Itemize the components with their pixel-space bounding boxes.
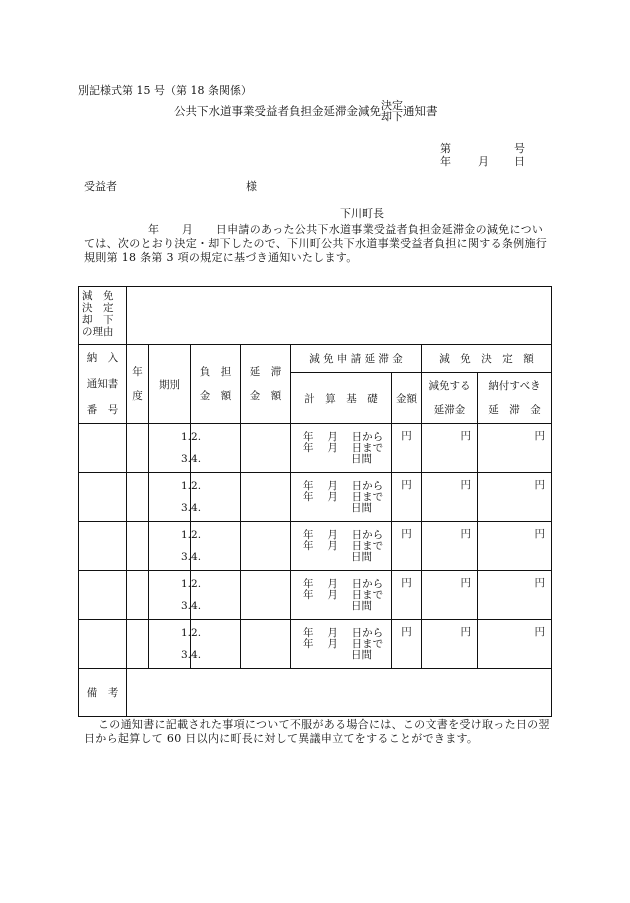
amount-cell[interactable]: 円 [392, 522, 422, 571]
col-notice-line-2: 通知書 [86, 378, 119, 390]
period-line-2: 3.4. [181, 600, 202, 612]
appeal-notice-text: この通知書に記載された事項について不服がある場合には、この文書を受け取った日の翌日から起算して 60 日以内に町長に対して異議申立てをすることができます。 [84, 718, 550, 745]
exempt-amount-cell[interactable]: 円 [422, 522, 478, 571]
col-payable-line-2: 延 滞 金 [488, 404, 541, 417]
group-applied-delay: 減 免 申 請 延 滞 金 [291, 345, 422, 373]
col-amount: 金額 [392, 373, 422, 424]
period-cell[interactable] [149, 571, 202, 620]
table-row [79, 522, 552, 571]
calc-line-2: 年 月 日まで [303, 588, 384, 601]
col-charge-amount [191, 345, 241, 424]
period-line-1: 1.2. [181, 627, 202, 639]
period-line-1: 1.2. [181, 529, 202, 541]
exempt-amount-cell[interactable]: 円 [422, 571, 478, 620]
calc-line-2: 年 月 日まで [303, 490, 384, 503]
title-decision-stack [381, 100, 403, 122]
col-delay-amount [241, 345, 291, 424]
reason-row [79, 287, 552, 345]
period-line-2: 3.4. [181, 502, 202, 514]
col-delay-line-2: 金 額 [249, 390, 282, 402]
amount-cell[interactable]: 円 [392, 473, 422, 522]
header-row-1 [79, 345, 552, 373]
remarks-field[interactable] [127, 669, 552, 717]
calc-line-2: 年 月 日まで [303, 637, 384, 650]
period-line-1: 1.2. [181, 431, 202, 443]
period-line-2: 3.4. [181, 649, 202, 661]
calc-line-3: 日間 [351, 452, 372, 465]
table-row [79, 473, 552, 522]
calc-line-1: 年 月 日から [303, 479, 384, 492]
amount-cell[interactable]: 円 [392, 620, 422, 669]
table-row [79, 571, 552, 620]
col-period: 期別 [149, 345, 191, 424]
col-payable-delay [478, 373, 552, 424]
document-title [174, 100, 438, 122]
calc-line-3: 日間 [351, 599, 372, 612]
notice-number-cell[interactable] [79, 424, 127, 473]
delay-amount-cell[interactable] [241, 424, 291, 473]
reason-label-line-3: 却 下 [82, 314, 114, 326]
recipient-honorific: 様 [246, 180, 257, 193]
notice-number-cell[interactable] [79, 620, 127, 669]
title-stack-top: 決定 [381, 99, 403, 112]
reason-label-line-4: の理由 [82, 326, 114, 338]
col-year-line-2: 度 [132, 390, 143, 402]
date-year: 年 [440, 155, 451, 168]
delay-amount-cell[interactable] [241, 620, 291, 669]
period-cell[interactable] [149, 620, 202, 669]
reason-label [79, 287, 127, 345]
doc-number-suffix: 号 [514, 142, 525, 155]
calc-line-3: 日間 [351, 501, 372, 514]
payable-amount-cell[interactable]: 円 [478, 620, 552, 669]
body-paragraph [84, 223, 554, 265]
decision-table [78, 286, 552, 717]
appeal-notice [84, 718, 554, 746]
fiscal-year-cell[interactable] [127, 620, 149, 669]
body-paragraph-text: 年 月 日申請のあった公共下水道事業受益者負担金延滞金の減免については、次のとおり決定・却下したので、下川町公共下水道事業受益者負担に関する条例施行規則第 18 条第 3 項の規定に基づき通知いたします。 [84, 223, 548, 264]
reason-label-line-1: 減 免 [82, 290, 114, 302]
amount-cell[interactable]: 円 [392, 424, 422, 473]
col-fiscal-year [127, 345, 149, 424]
calc-line-2: 年 月 日まで [303, 441, 384, 454]
col-notice-line-1: 納 入 [86, 352, 119, 364]
title-suffix: 通知書 [403, 104, 438, 118]
calc-basis-cell[interactable] [291, 424, 392, 473]
calc-basis-cell[interactable] [291, 571, 392, 620]
calc-basis-cell[interactable] [291, 620, 392, 669]
period-line-2: 3.4. [181, 453, 202, 465]
calc-basis-cell[interactable] [291, 473, 392, 522]
period-cell[interactable] [149, 424, 202, 473]
payable-amount-cell[interactable]: 円 [478, 424, 552, 473]
calc-line-2: 年 月 日まで [303, 539, 384, 552]
delay-amount-cell[interactable] [241, 522, 291, 571]
col-exempt-line-2: 延滞金 [433, 404, 466, 417]
reason-field[interactable] [127, 287, 552, 345]
col-payable-line-1: 納付すべき [488, 380, 541, 393]
col-notice-line-3: 番 号 [86, 404, 119, 416]
issuer: 下川町長 [340, 207, 384, 220]
fiscal-year-cell[interactable] [127, 473, 149, 522]
title-prefix: 公共下水道事業受益者負担金延滞金減免 [174, 104, 381, 118]
payable-amount-cell[interactable]: 円 [478, 522, 552, 571]
table-row [79, 424, 552, 473]
col-charge-line-2: 金 額 [199, 390, 232, 402]
notice-number-cell[interactable] [79, 571, 127, 620]
col-notice-number [79, 345, 127, 424]
exempt-amount-cell[interactable]: 円 [422, 620, 478, 669]
period-line-2: 3.4. [181, 551, 202, 563]
table-row [79, 620, 552, 669]
date-day: 日 [514, 155, 525, 168]
col-exempt-line-1: 減免する [428, 380, 471, 393]
col-year-line-1: 年 [132, 366, 143, 378]
notice-number-cell[interactable] [79, 473, 127, 522]
calc-line-1: 年 月 日から [303, 577, 384, 590]
title-stack-bottom: 却下 [381, 110, 403, 123]
period-cell[interactable] [149, 473, 202, 522]
calc-line-3: 日間 [351, 648, 372, 661]
calc-line-1: 年 月 日から [303, 626, 384, 639]
period-line-1: 1.2. [181, 480, 202, 492]
recipient-label: 受益者 [84, 180, 117, 193]
calc-basis-cell[interactable] [291, 522, 392, 571]
col-delay-line-1: 延 滞 [249, 366, 282, 378]
group-decided-amount: 減 免 決 定 額 [422, 345, 552, 373]
fiscal-year-cell[interactable] [127, 571, 149, 620]
calc-line-1: 年 月 日から [303, 528, 384, 541]
doc-number-prefix: 第 [440, 142, 451, 155]
col-calc-basis: 計 算 基 礎 [291, 373, 392, 424]
date-month: 月 [478, 155, 489, 168]
form-number: 別記様式第 15 号（第 18 条関係） [78, 84, 252, 97]
fiscal-year-cell[interactable] [127, 522, 149, 571]
calc-line-3: 日間 [351, 550, 372, 563]
amount-cell[interactable]: 円 [392, 571, 422, 620]
col-exempt-delay [422, 373, 478, 424]
remarks-row [79, 669, 552, 717]
delay-amount-cell[interactable] [241, 571, 291, 620]
fiscal-year-cell[interactable] [127, 424, 149, 473]
period-line-1: 1.2. [181, 578, 202, 590]
delay-amount-cell[interactable] [241, 473, 291, 522]
calc-line-1: 年 月 日から [303, 430, 384, 443]
col-charge-line-1: 負 担 [199, 366, 232, 378]
reason-label-line-2: 決 定 [82, 302, 114, 314]
period-cell[interactable] [149, 522, 202, 571]
remarks-label: 備 考 [79, 669, 127, 717]
payable-amount-cell[interactable]: 円 [478, 571, 552, 620]
notice-number-cell[interactable] [79, 522, 127, 571]
exempt-amount-cell[interactable]: 円 [422, 473, 478, 522]
exempt-amount-cell[interactable]: 円 [422, 424, 478, 473]
payable-amount-cell[interactable]: 円 [478, 473, 552, 522]
